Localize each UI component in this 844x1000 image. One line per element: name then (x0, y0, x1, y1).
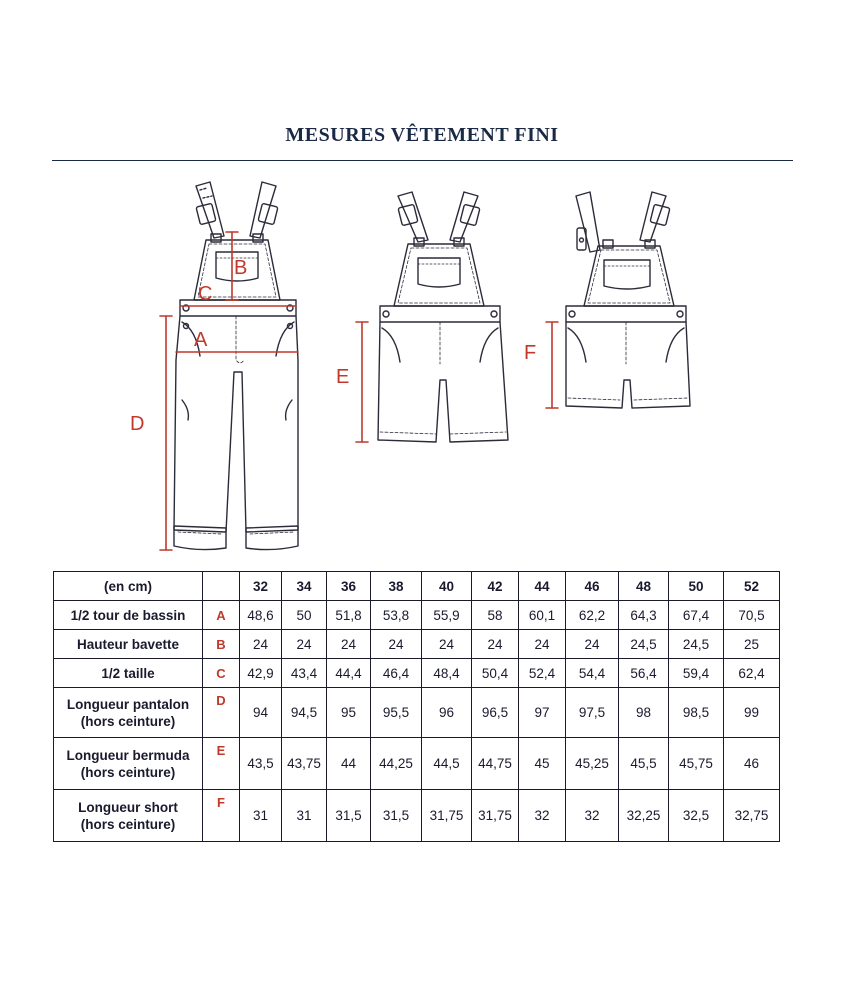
size-header: 52 (724, 572, 780, 601)
size-header: 32 (240, 572, 282, 601)
cell-value: 64,3 (619, 601, 669, 630)
page-title: MESURES VÊTEMENT FINI (285, 124, 559, 146)
row-label-line1: Longueur bermuda (66, 747, 190, 763)
table-row (54, 688, 780, 738)
cell-value: 60,1 (519, 601, 566, 630)
overall-long-illustration (130, 182, 298, 550)
cell-value: 96 (422, 688, 472, 738)
cell-value: 94 (240, 688, 282, 738)
cell-value: 24 (240, 630, 282, 659)
cell-value: 25 (724, 630, 780, 659)
size-header: 48 (619, 572, 669, 601)
row-code: B (203, 630, 240, 659)
cell-value: 98 (619, 688, 669, 738)
cell-value: 51,8 (327, 601, 371, 630)
label-a: A (194, 329, 208, 351)
size-chart-table (53, 571, 780, 842)
row-code: F (203, 790, 240, 842)
cell-value: 31,5 (371, 790, 422, 842)
table-row (54, 790, 780, 842)
cell-value: 97,5 (566, 688, 619, 738)
overall-short-illustration (524, 192, 690, 408)
cell-value: 24,5 (619, 630, 669, 659)
cell-value: 46 (724, 738, 780, 790)
cell-value: 55,9 (422, 601, 472, 630)
size-header: 42 (472, 572, 519, 601)
cell-value: 43,75 (282, 738, 327, 790)
cell-value: 45,75 (669, 738, 724, 790)
table-row (54, 630, 780, 659)
cell-value: 44,4 (327, 659, 371, 688)
cell-value: 97 (519, 688, 566, 738)
cell-value: 67,4 (669, 601, 724, 630)
cell-value: 32,5 (669, 790, 724, 842)
row-label-line2: (hors ceinture) (80, 764, 176, 780)
cell-value: 42,9 (240, 659, 282, 688)
cell-value: 31,75 (472, 790, 519, 842)
cell-value: 24 (472, 630, 519, 659)
cell-value: 44,5 (422, 738, 472, 790)
cell-value: 24 (282, 630, 327, 659)
cell-value: 44 (327, 738, 371, 790)
cell-value: 44,75 (472, 738, 519, 790)
row-label (54, 738, 203, 790)
cell-value: 31,5 (327, 790, 371, 842)
cell-value: 24 (519, 630, 566, 659)
row-label (54, 790, 203, 842)
size-header: 36 (327, 572, 371, 601)
cell-value: 48,4 (422, 659, 472, 688)
cell-value: 95 (327, 688, 371, 738)
cell-value: 32,75 (724, 790, 780, 842)
label-c: C (198, 283, 213, 305)
garment-illustrations (0, 170, 844, 570)
cell-value: 62,2 (566, 601, 619, 630)
code-header (203, 572, 240, 601)
cell-value: 54,4 (566, 659, 619, 688)
cell-value: 53,8 (371, 601, 422, 630)
cell-value: 31 (282, 790, 327, 842)
row-label-line2: (hors ceinture) (80, 816, 176, 832)
cell-value: 45,25 (566, 738, 619, 790)
cell-value: 52,4 (519, 659, 566, 688)
cell-value: 98,5 (669, 688, 724, 738)
cell-value: 56,4 (619, 659, 669, 688)
unit-header: (en cm) (54, 572, 203, 601)
cell-value: 32,25 (619, 790, 669, 842)
cell-value: 45 (519, 738, 566, 790)
cell-value: 24 (566, 630, 619, 659)
cell-value: 31,75 (422, 790, 472, 842)
row-code: D (203, 688, 240, 738)
cell-value: 48,6 (240, 601, 282, 630)
size-header: 44 (519, 572, 566, 601)
cell-value: 95,5 (371, 688, 422, 738)
cell-value: 32 (566, 790, 619, 842)
cell-value: 70,5 (724, 601, 780, 630)
cell-value: 58 (472, 601, 519, 630)
cell-value: 96,5 (472, 688, 519, 738)
size-header: 46 (566, 572, 619, 601)
cell-value: 99 (724, 688, 780, 738)
row-code: A (203, 601, 240, 630)
cell-value: 43,5 (240, 738, 282, 790)
title-divider (52, 160, 793, 161)
label-e: E (336, 366, 350, 388)
cell-value: 44,25 (371, 738, 422, 790)
cell-value: 62,4 (724, 659, 780, 688)
table-row (54, 738, 780, 790)
row-label: 1/2 taille (54, 659, 203, 688)
cell-value: 24 (422, 630, 472, 659)
row-label-line1: Longueur pantalon (66, 696, 190, 712)
cell-value: 50,4 (472, 659, 519, 688)
label-f: F (524, 342, 537, 364)
cell-value: 24 (327, 630, 371, 659)
cell-value: 45,5 (619, 738, 669, 790)
size-header: 50 (669, 572, 724, 601)
size-header: 34 (282, 572, 327, 601)
cell-value: 43,4 (282, 659, 327, 688)
cell-value: 24 (371, 630, 422, 659)
table-header-row (54, 572, 780, 601)
cell-value: 50 (282, 601, 327, 630)
label-b: B (234, 257, 248, 279)
size-header: 38 (371, 572, 422, 601)
row-label: Hauteur bavette (54, 630, 203, 659)
label-d: D (130, 413, 145, 435)
table-row (54, 601, 780, 630)
cell-value: 32 (519, 790, 566, 842)
cell-value: 94,5 (282, 688, 327, 738)
row-label-line2: (hors ceinture) (80, 713, 176, 729)
size-header: 40 (422, 572, 472, 601)
overall-bermuda-illustration (336, 192, 508, 442)
cell-value: 46,4 (371, 659, 422, 688)
row-label: 1/2 tour de bassin (54, 601, 203, 630)
row-label-line1: Longueur short (78, 799, 178, 815)
cell-value: 59,4 (669, 659, 724, 688)
row-code: C (203, 659, 240, 688)
row-label (54, 688, 203, 738)
row-code: E (203, 738, 240, 790)
table-row (54, 659, 780, 688)
cell-value: 24,5 (669, 630, 724, 659)
cell-value: 31 (240, 790, 282, 842)
